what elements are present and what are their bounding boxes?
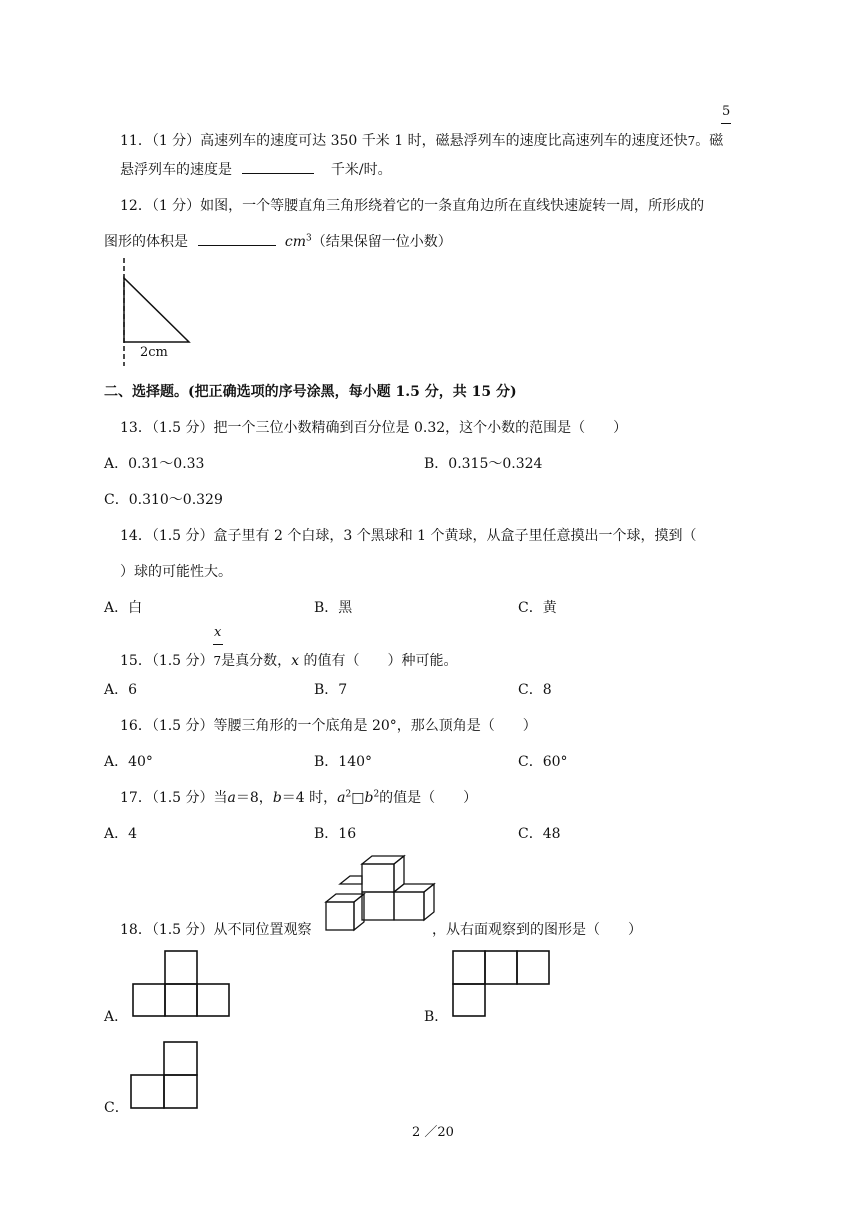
q11-line1 xyxy=(120,130,723,150)
q17-expr-b: b xyxy=(364,790,374,806)
isosceles-right-triangle xyxy=(124,278,189,342)
q17-sup2: 2 xyxy=(373,789,380,800)
q15-stem-prefix: 15．（1.5 分） xyxy=(120,653,214,669)
q17-stem-mid2: ＝4 时， xyxy=(281,790,338,806)
q17-var-a: a xyxy=(227,790,236,806)
q15-stem-suffix: 的值有（ ）种可能。 xyxy=(303,653,458,669)
q17-option-b[interactable]: B．16 xyxy=(314,826,357,842)
q15-fraction-denominator: 7 xyxy=(213,654,222,668)
q12-line1: 12．（1 分）如图，一个等腰直角三角形绕着它的一条直角边所在直线快速旋转一周，所形成的 xyxy=(120,198,705,214)
q18-option-b-grid[interactable] xyxy=(452,950,552,1018)
q12-unit-power: 3 xyxy=(306,233,312,244)
q17-expr-a: a xyxy=(337,790,346,806)
q14-stem-line2: ）球的可能性大。 xyxy=(120,564,232,580)
q15-fraction-bar xyxy=(213,644,223,645)
q17-stem xyxy=(120,787,477,807)
q18-stem-prefix: 18．（1.5 分）从不同位置观察 xyxy=(120,922,312,938)
q17-stem-prefix: 17．（1.5 分）当 xyxy=(120,790,228,806)
q11-line2 xyxy=(120,159,392,179)
q11-fraction-denominator: 7 xyxy=(687,134,696,148)
cube-front-face xyxy=(326,902,354,930)
q13-stem: 13．（1.5 分）把一个三位小数精确到百分位是 0.32，这个小数的范围是（ ） xyxy=(120,420,628,436)
q11-fraction-bar xyxy=(721,123,731,124)
q14-option-b[interactable]: B．黑 xyxy=(314,600,353,616)
cube-top-face xyxy=(340,876,362,884)
q12-figure-label: 2cm xyxy=(140,345,168,360)
cube-side-face xyxy=(394,856,404,892)
q18-option-a-label[interactable]: A． xyxy=(104,1009,129,1025)
q13-option-b[interactable]: B．0.315～0.324 xyxy=(424,456,543,472)
q11-line2-text: 悬浮列车的速度是 xyxy=(120,162,232,178)
q11-answer-blank[interactable] xyxy=(242,159,314,174)
q16-option-a[interactable]: A．40° xyxy=(104,754,153,770)
q15-stem-middle: 是真分数， xyxy=(221,653,292,669)
q14-option-a[interactable]: A．白 xyxy=(104,600,143,616)
q14-option-c[interactable]: C．黄 xyxy=(518,600,557,616)
q13-option-a[interactable]: A．0.31～0.33 xyxy=(104,456,205,472)
q11-unit-text: 千米/时。 xyxy=(330,162,392,178)
q18-option-c-grid[interactable] xyxy=(130,1040,200,1110)
q15-numerator-var: x xyxy=(214,625,222,640)
q16-stem: 16．（1.5 分）等腰三角形的一个底角是 20°，那么顶角是（ ） xyxy=(120,718,537,734)
q12-answer-blank[interactable] xyxy=(198,231,276,246)
cube-side-face xyxy=(424,884,434,920)
q15-fraction-numerator xyxy=(214,625,221,640)
q13-option-c[interactable]: C．0.310～0.329 xyxy=(104,492,223,508)
q18-cube-stack-figure xyxy=(322,852,438,932)
q17-option-c[interactable]: C．48 xyxy=(518,826,561,842)
q17-operator-box: □ xyxy=(351,790,365,806)
q18-option-b-label[interactable]: B． xyxy=(424,1009,449,1025)
q17-var-b: b xyxy=(272,790,282,806)
q17-option-a[interactable]: A．4 xyxy=(104,826,138,842)
q11-fraction-numerator: 5 xyxy=(722,104,731,119)
cube-top-face xyxy=(362,856,404,864)
cube-front-face xyxy=(362,892,394,920)
cube-front-face xyxy=(394,892,424,920)
q18-option-a-grid[interactable] xyxy=(132,950,232,1018)
q17-sup1: 2 xyxy=(345,789,352,800)
q15-stem xyxy=(120,650,458,670)
q12-unit: cm xyxy=(284,234,307,250)
q16-option-b[interactable]: B．140° xyxy=(314,754,373,770)
q15-option-b[interactable]: B．7 xyxy=(314,682,348,698)
q12-line2-text: 图形的体积是 xyxy=(104,234,188,250)
q17-stem-mid1: ＝8， xyxy=(235,790,273,806)
q18-stem-suffix: ，从右面观察到的图形是（ ） xyxy=(432,922,642,938)
q14-stem-line1: 14．（1.5 分）盒子里有 2 个白球，3 个黑球和 1 个黄球，从盒子里任意摸出一个球，摸到（ xyxy=(120,528,697,544)
q15-option-a[interactable]: A．6 xyxy=(104,682,138,698)
q18-option-c-label[interactable]: C． xyxy=(104,1100,129,1116)
cube-front-face xyxy=(362,864,394,892)
page-number: 2 ／20 xyxy=(412,1125,454,1140)
q12-note: （结果保留一位小数） xyxy=(311,234,452,250)
q16-option-c[interactable]: C．60° xyxy=(518,754,568,770)
section-title: 二、选择题。(把正确选项的序号涂黑，每小题 1.5 分，共 15 分) xyxy=(104,384,517,400)
q12-line2 xyxy=(104,231,452,251)
q15-var: x xyxy=(291,653,300,669)
q15-option-c[interactable]: C．8 xyxy=(518,682,552,698)
q17-stem-suffix: 的值是（ ） xyxy=(379,790,478,806)
q11-stem: 11．（1 分）高速列车的速度可达 350 千米 1 时，磁悬浮列车的速度比高速列车的速度还快 xyxy=(120,133,688,149)
q11-stem-end: 。磁 xyxy=(695,133,724,149)
